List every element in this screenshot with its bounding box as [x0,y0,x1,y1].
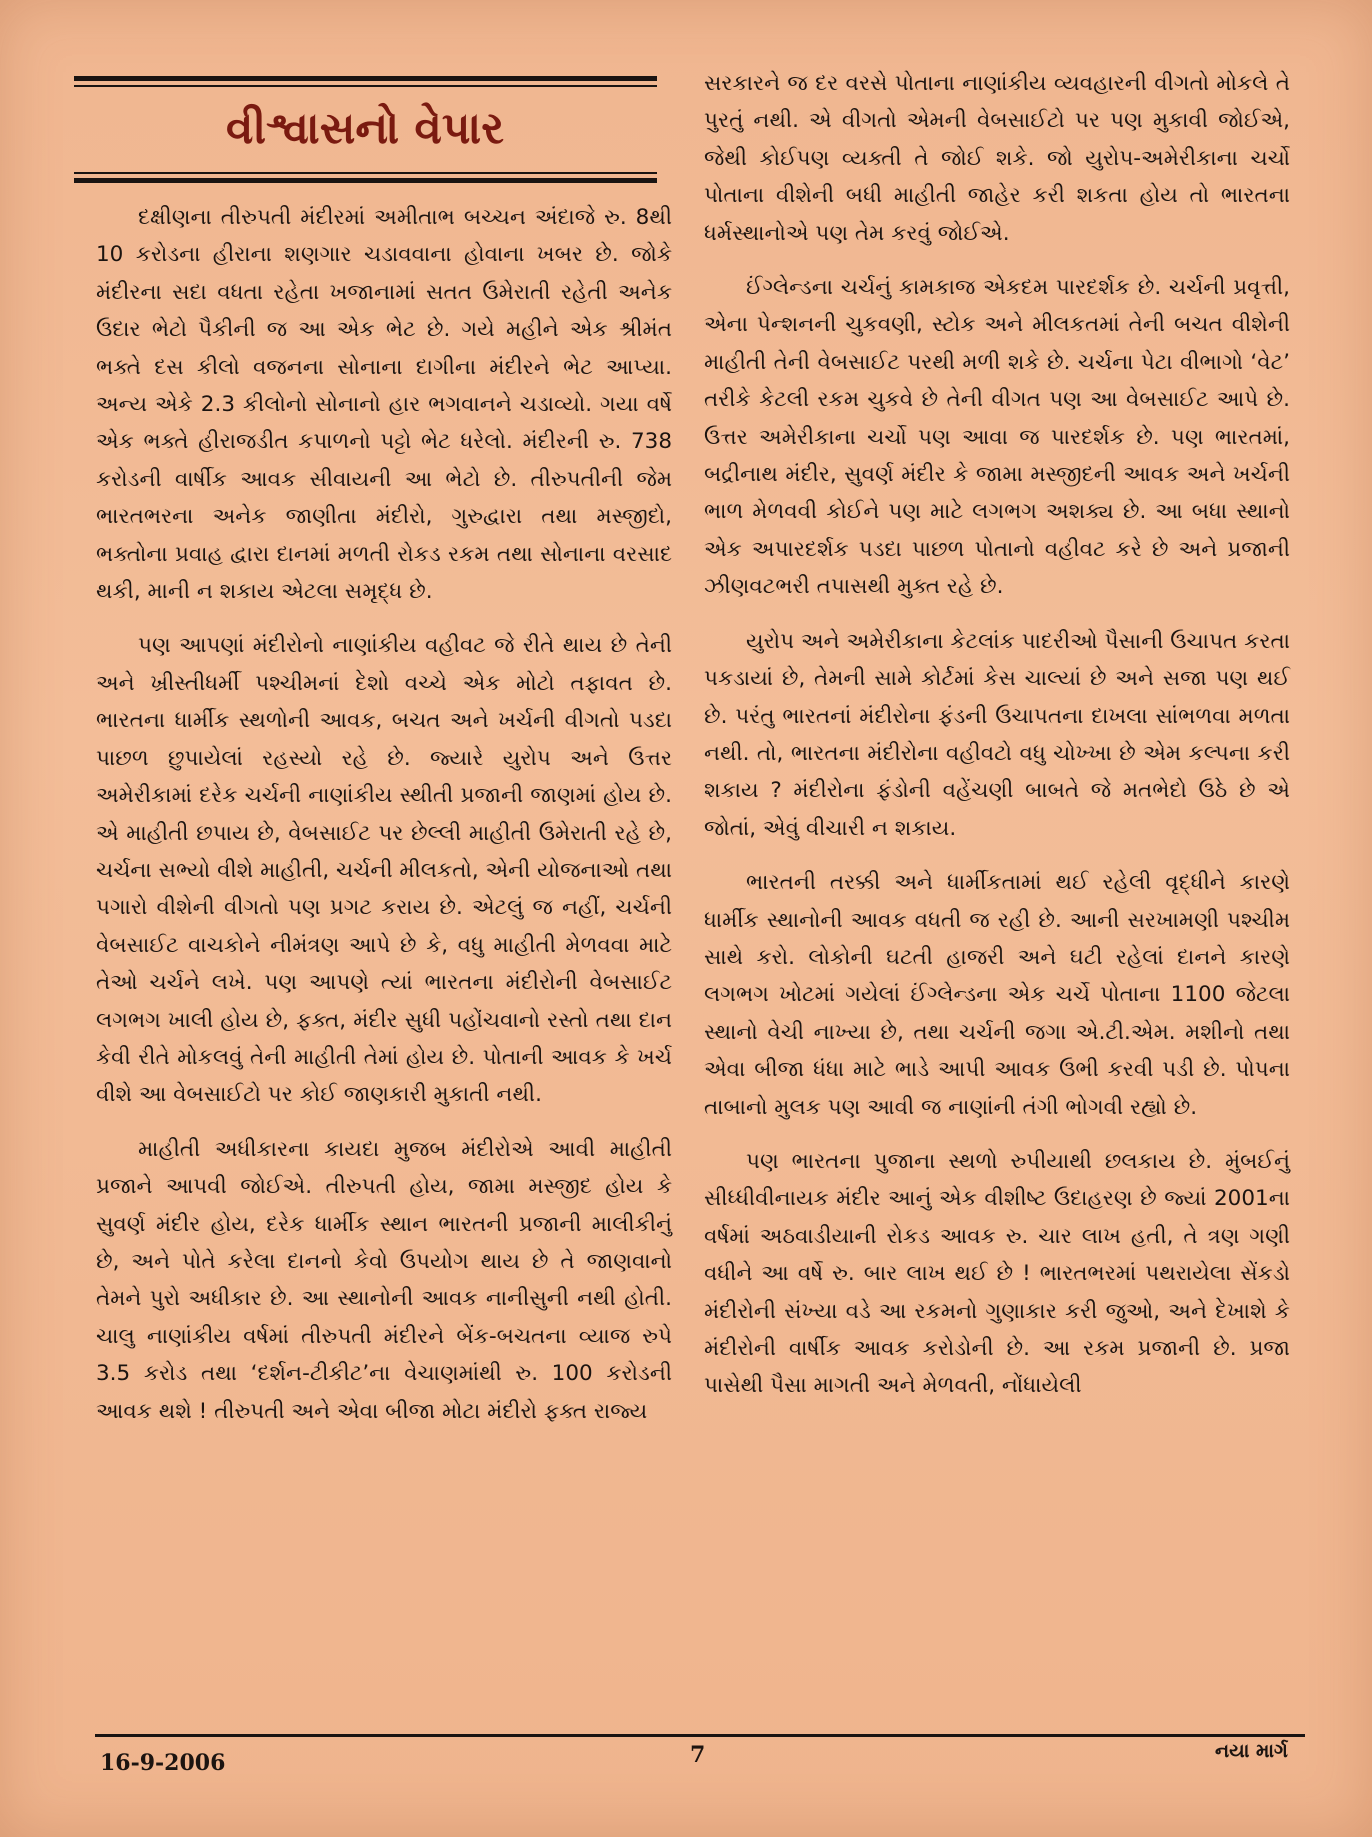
title-top-rule-thin [74,85,657,87]
footer-date: 16-9-2006 [100,1750,226,1776]
paragraph: યુરોપ અને અમેરીકાના કેટલાંક પાદરીઓ પૈસાની ઉચાપત કરતા પકડાયાં છે, તેમની સામે કોર્ટમાં કેસ ચાલ્યાં છે અને સજા પણ થઈ છે. પરંતુ ભારતનાં મંદીરોના ફંડની ઉચાપતના દાખલા સાંભળવા મળતા નથી. તો, ભારતના મંદીરોના વહીવટો વધુ ચોખ્ખા છે એમ કલ્પના કરી શકાય ? મંદીરોના ફંડોની વહેંચણી બાબતે જે મતભેદો ઉઠે છે એ જોતાં, એવું વીચારી ન શકાય. [704,628,1290,841]
title-bottom-rule-thin [74,172,657,174]
title-bottom-rule [74,178,657,183]
left-column [96,199,672,1430]
title-top-rule [74,76,657,81]
paragraph: ભારતની તરક્કી અને ધાર્મીકતામાં થઈ રહેલી વૃદ્ધીને કારણે ધાર્મીક સ્થાનોની આવક વધતી જ રહી છે. આની સરખામણી પશ્ચીમ સાથે કરો. લોકોની ઘટતી હાજરી અને ઘટી રહેલાં દાનને કારણે લગભગ ખોટમાં ગયેલાં ઈંગ્લેન્ડના એક ચર્ચે પોતાના 1100 જેટલા સ્થાનો વેચી નાખ્યા છે, તથા ચર્ચની જગા એ.ટી.એમ. મશીનો તથા એવા બીજા ધંધા માટે ભાડે આપી આવક ઉભી કરવી પડી છે. પોપના તાબાનો મુલક પણ આવી જ નાણાંની તંગી ભોગવી રહ્યો છે. [704,870,1290,1120]
paragraph: પણ આપણાં મંદીરોનો નાણાંકીય વહીવટ જે રીતે થાય છે તેની અને ખ્રીસ્તીધર્મી પશ્ચીમનાં દેશો વચ્ચે એક મોટો તફાવત છે. ભારતના ધાર્મીક સ્થળોની આવક, બચત અને ખર્ચની વીગતો પડદા પાછળ છુપાયેલાં રહસ્યો રહે છે. જ્યારે યુરોપ અને ઉત્તર અમેરીકામાં દરેક ચર્ચની નાણાંકીય સ્થીતી પ્રજાની જાણમાં હોય છે. એ માહીતી છપાય છે, વેબસાઈટ પર છેલ્લી માહીતી ઉમેરાતી રહે છે, ચર્ચના સભ્યો વીશે માહીતી, ચર્ચની મીલકતો, એની યોજનાઓ તથા પગારો વીશેની વીગતો પણ પ્રગટ કરાય છે. એટલું જ નહીં, ચર્ચની વેબસાઈટ વાચકોને નીમંત્રણ આપે છે કે, વધુ માહીતી મેળવવા માટે તેઓ ચર્ચને લખે. પણ આપણે ત્યાં ભારતના મંદીરોની વેબસાઈટ લગભગ ખાલી હોય છે, ફક્ત, મંદીર સુધી પહોંચવાનો રસ્તો તથા દાન કેવી રીતે મોકલવું તેની માહીતી તેમાં હોય છે. પોતાની આવક કે ખર્ચ વીશે આ વેબસાઈટો પર કોઈ જાણકારી મુકાતી નથી. [96,633,672,1108]
magazine-name: નયા માર્ગ [1215,1740,1288,1762]
right-column [704,65,1290,1405]
article-title: વીશ્વાસનો વેપાર [226,103,504,154]
footer-rule [95,1734,1305,1737]
paragraph: સરકારને જ દર વરસે પોતાના નાણાંકીય વ્યવહારની વીગતો મોકલે તે પુરતું નથી. એ વીગતો એમની વેબસાઈટો પર પણ મુકાવી જોઈએ, જેથી કોઈપણ વ્યક્તી તે જોઈ શકે. જો યુરોપ-અમેરીકાના ચર્ચો પોતાના વીશેની બધી માહીતી જાહેર કરી શકતા હોય તો ભારતના ધર્મસ્થાનોએ પણ તેમ કરવું જોઈએ. [704,71,1290,246]
paragraph: દક્ષીણના તીરુપતી મંદીરમાં અમીતાભ બચ્ચન અંદાજે રુ. 8થી 10 કરોડના હીરાના શણગાર ચડાવવાના હોવાના ખબર છે. જોકે મંદીરના સદા વધતા રહેતા ખજાનામાં સતત ઉમેરાતી રહેતી અનેક ઉદાર ભેટો પૈકીની જ આ એક ભેટ છે. ગયે મહીને એક શ્રીમંત ભક્તે દસ કીલો વજનના સોનાના દાગીના મંદીરને ભેટ આપ્યા. અન્ય એકે 2.3 કીલોનો સોનાનો હાર ભગવાનને ચડાવ્યો. ગયા વર્ષે એક ભક્તે હીરાજડીત કપાળનો પટ્ટો ભેટ ધરેલો. મંદીરની રુ. 738 કરોડની વાર્ષીક આવક સીવાયની આ ભેટો છે. તીરુપતીની જેમ ભારતભરના અનેક જાણીતા મંદીરો, ગુરુદ્વારા તથા મસ્જીદો, ભક્તોના પ્રવાહ દ્વારા દાનમાં મળતી રોકડ રકમ તથા સોનાના વરસાદ થકી, માની ન શકાય એટલા સમૃદ્ધ છે. [96,205,672,605]
page-number: 7 [690,1742,706,1768]
paragraph: માહીતી અધીકારના કાયદા મુજબ મંદીરોએ આવી માહીતી પ્રજાને આપવી જોઈએ. તીરુપતી હોય, જામા મસ્જીદ હોય કે સુવર્ણ મંદીર હોય, દરેક ધાર્મીક સ્થાન ભારતની પ્રજાની માલીકીનું છે, અને પોતે કરેલા દાનનો કેવો ઉપયોગ થાય છે તે જાણવાનો તેમને પુરો અધીકાર છે. આ સ્થાનોની આવક નાનીસુની નથી હોતી. ચાલુ નાણાંકીય વર્ષમાં તીરુપતી મંદીરને બેંક-બચતના વ્યાજ રુપે 3.5 કરોડ તથા ‘દર્શન-ટીકીટ’ના વેચાણમાંથી રુ. 100 કરોડની આવક થશે ! તીરુપતી અને એવા બીજા મોટા મંદીરો ફક્ત રાજ્ય [96,1136,672,1424]
paragraph: ઈંગ્લેન્ડના ચર્ચનું કામકાજ એકદમ પારદર્શક છે. ચર્ચની પ્રવૃત્તી, એના પેન્શનની ચુકવણી, સ્ટોક અને મીલકતમાં તેની બચત વીશેની માહીતી તેની વેબસાઈટ પરથી મળી શકે છે. ચર્ચના પેટા વીભાગો ‘વેટ’ તરીકે કેટલી રકમ ચુકવે છે તેની વીગત પણ આ વેબસાઈટ આપે છે. ઉત્તર અમેરીકાના ચર્ચો પણ આવા જ પારદર્શક છે. પણ ભારતમાં, બદ્રીનાથ મંદીર, સુવર્ણ મંદીર કે જામા મસ્જીદની આવક અને ખર્ચની ભાળ મેળવવી કોઈને પણ માટે લગભગ અશક્ય છે. આ બધા સ્થાનો એક અપારદર્શક પડદા પાછળ પોતાનો વહીવટ કરે છે અને પ્રજાની ઝીણવટભરી તપાસથી મુક્ત રહે છે. [704,275,1290,600]
paragraph: પણ ભારતના પુજાના સ્થળો રુપીયાથી છલકાય છે. મુંબઈનું સીધ્ધીવીનાયક મંદીર આનું એક વીશીષ્ટ ઉદાહરણ છે જ્યાં 2001ના વર્ષમાં અઠવાડીયાની રોકડ આવક રુ. ચાર લાખ હતી, તે ત્રણ ગણી વધીને આ વર્ષે રુ. બાર લાખ થઈ છે ! ભારતભરમાં પથરાયેલા સેંકડો મંદીરોની સંખ્યા વડે આ રકમનો ગુણાકાર કરી જુઓ, અને દેખાશે કે મંદીરોની વાર્ષીક આવક કરોડોની છે. આ રકમ પ્રજાની છે. પ્રજા પાસેથી પૈસા માગતી અને મેળવતી, નોંધાયેલી [704,1148,1290,1399]
